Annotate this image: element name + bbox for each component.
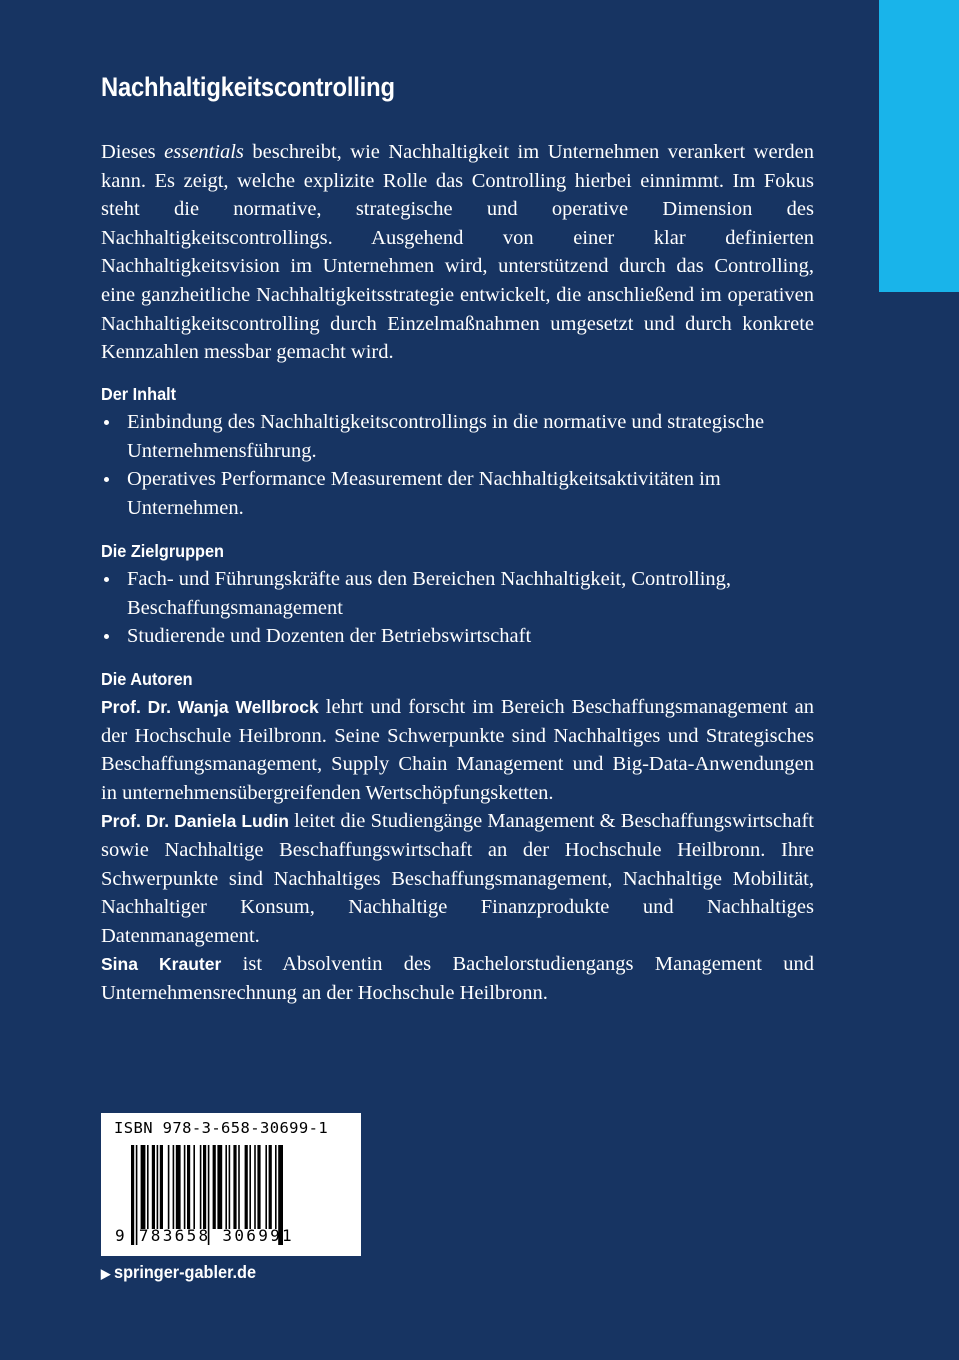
list-item xyxy=(101,622,814,651)
author-name: Prof. Dr. Wanja Wellbrock xyxy=(101,697,319,717)
barcode-bar xyxy=(254,1145,256,1229)
intro-emphasis: essentials xyxy=(164,141,244,163)
author-name: Prof. Dr. Daniela Ludin xyxy=(101,811,289,832)
zielgruppen-list xyxy=(101,565,814,651)
list-item-text: Operatives Performance Measurement der Nachhaltigkeitsaktivitäten im Unternehmen. xyxy=(127,468,721,519)
heading-autoren: Die Autoren xyxy=(101,669,193,689)
intro-paragraph xyxy=(101,138,814,367)
barcode-bar xyxy=(233,1145,236,1229)
barcode-bar xyxy=(157,1145,159,1229)
barcode-bar xyxy=(193,1145,195,1229)
barcode-bar xyxy=(176,1145,181,1229)
heading-inhalt: Der Inhalt xyxy=(101,384,177,404)
list-item xyxy=(101,408,814,465)
bullet-icon xyxy=(104,577,109,582)
list-item-text: Studierende und Dozenten der Betriebswirtschaft xyxy=(127,625,532,648)
barcode-bar xyxy=(257,1145,260,1229)
section-zielgruppen xyxy=(101,537,814,651)
barcode-bar xyxy=(152,1145,155,1229)
barcode-bar xyxy=(249,1145,251,1229)
accent-color-tab xyxy=(879,0,959,292)
barcode-bar xyxy=(200,1145,202,1229)
arrow-right-icon: ▶ xyxy=(101,1266,111,1281)
barcode-bar xyxy=(238,1145,240,1229)
section-autoren xyxy=(101,665,814,1008)
barcode-bar xyxy=(184,1145,186,1229)
book-title: Nachhaltigkeitscontrolling xyxy=(101,72,395,102)
barcode-bar xyxy=(203,1145,206,1229)
author-text: leitet die Studiengänge Management & Beschaffungswirtschaft sowie Nachhaltige Beschaffungswirtschaft an der Hochschule Heilbronn. Ihre Schwerpunkte sind Nachhaltiges Beschaffungsmanagement, Nachhaltige Mobilität, Nachhaltiger Konsum, Nachhaltige Finanzprodukte und Nachhaltiges Datenmanagement. xyxy=(101,810,814,947)
isbn-label: ISBN 978-3-658-30699-1 xyxy=(114,1119,329,1137)
barcode-bar xyxy=(173,1145,175,1229)
heading-zielgruppen: Die Zielgruppen xyxy=(101,541,224,561)
barcode-bar xyxy=(229,1145,231,1229)
barcode-bar xyxy=(275,1145,277,1229)
website-label: springer-gabler.de xyxy=(114,1262,257,1282)
bullet-icon xyxy=(104,420,109,425)
barcode-bar xyxy=(187,1145,190,1229)
inhalt-list xyxy=(101,408,814,522)
barcode-bar xyxy=(213,1145,216,1229)
isbn-barcode xyxy=(101,1113,361,1256)
list-item xyxy=(101,465,814,522)
barcode-bar xyxy=(217,1145,222,1229)
author-bio xyxy=(101,807,814,950)
bullet-icon xyxy=(104,634,109,639)
list-item-text: Fach- und Führungskräfte aus den Bereichen Nachhaltigkeit, Controlling, Beschaffungsmanagement xyxy=(127,568,732,619)
barcode-bar xyxy=(265,1145,267,1229)
section-inhalt xyxy=(101,380,814,522)
barcode-bar xyxy=(269,1145,272,1229)
author-bio xyxy=(101,693,814,807)
author-name: Sina Krauter xyxy=(101,954,222,975)
barcode-bar xyxy=(168,1145,170,1229)
barcode-digits: 9 783658 306991 xyxy=(115,1226,294,1245)
author-text: lehrt und forscht im Bereich Beschaffungsmanagement an der Hochschule Heilbronn. Seine Schwerpunkte sind Nachhaltiges und Strategisches Beschaffungsmanagement, Supply Chain Management und Big-Data-Anwendungen in unternehmensübergreifenden Wertschöpfungsketten. xyxy=(101,696,814,804)
publisher-website[interactable] xyxy=(101,1262,256,1283)
barcode-bar xyxy=(141,1145,146,1229)
bullet-icon xyxy=(104,477,109,482)
barcode-bar xyxy=(225,1145,227,1229)
list-item-text: Einbindung des Nachhaltigkeitscontrollings in die normative und strategische Unternehmensführung. xyxy=(127,411,765,462)
barcode-bar xyxy=(147,1145,149,1229)
intro-rest: beschreibt, wie Nachhaltigkeit im Unternehmen verankert werden kann. Es zeigt, welche explizite Rolle das Controlling hierbei einnimmt. Im Fokus steht die normative, strategische und operative Dimension des Nachhaltigkeitscontrollings. Ausgehend von einer klar definierten Nachhaltigkeitsvision im Unternehmen wird, unterstützend durch das Controlling, eine ganzheitliche Nachhaltigkeitsstrategie entwickelt, die anschließend im operativen Nachhaltigkeitscontrolling durch Einzelmaßnahmen umgesetzt und durch konkrete Kennzahlen messbar gemacht wird. xyxy=(101,141,815,364)
list-item xyxy=(101,565,814,622)
author-text: ist Absolventin des Bachelorstudiengangs Management und Unternehmensrechnung an der Hochschule Heilbronn. xyxy=(101,953,814,1004)
barcode-bar xyxy=(160,1145,163,1229)
author-bio xyxy=(101,950,814,1007)
intro-lead: Dieses xyxy=(101,141,165,163)
barcode-bar xyxy=(245,1145,248,1229)
